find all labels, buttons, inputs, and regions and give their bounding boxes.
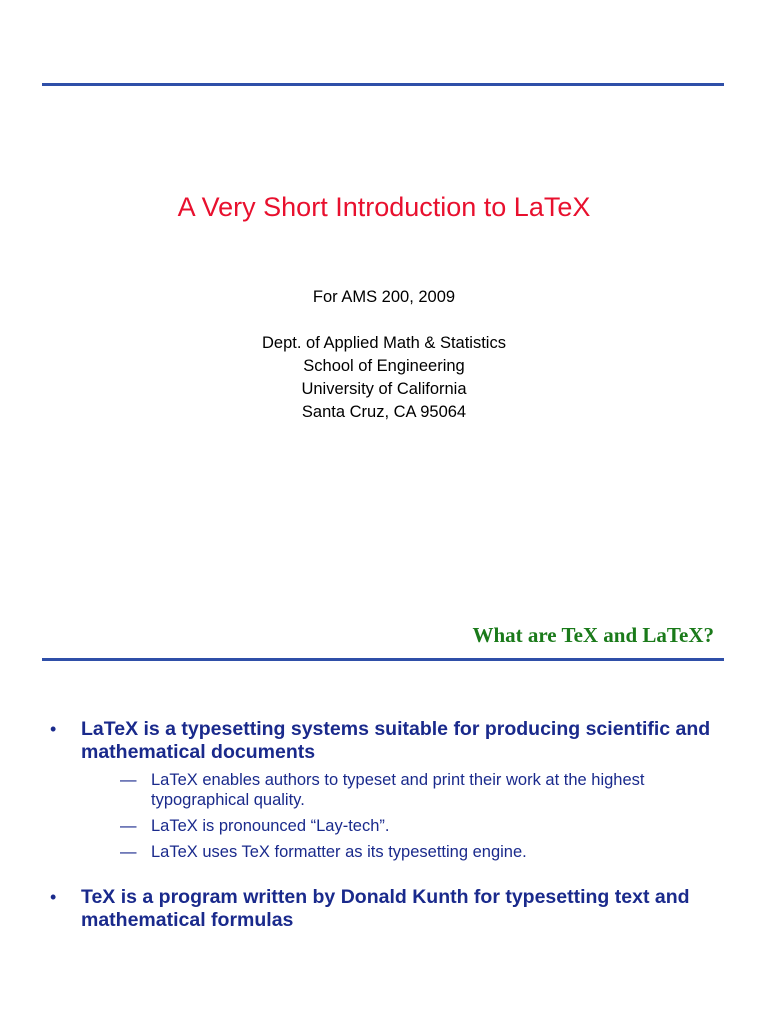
sub-item xyxy=(81,770,730,810)
affiliation-block xyxy=(0,332,768,424)
bullet-item xyxy=(50,718,730,862)
bullet-text: TeX is a program written by Donald Kunth for typesetting text and mathematical formulas xyxy=(81,886,690,931)
slide-title: A Very Short Introduction to LaTeX xyxy=(177,192,591,222)
bullet-item xyxy=(50,886,730,932)
sub-item xyxy=(81,842,730,862)
sub-text: LaTeX uses TeX formatter as its typesetting engine. xyxy=(151,843,527,861)
bullet-list xyxy=(50,718,730,932)
affiliation-line: Dept. of Applied Math & Statistics xyxy=(262,334,506,352)
dash-icon: — xyxy=(120,817,137,835)
affiliation-line: School of Engineering xyxy=(303,357,465,375)
bullet-dot-icon: • xyxy=(50,887,57,907)
top-rule xyxy=(42,83,724,86)
slide-subtitle: For AMS 200, 2009 xyxy=(312,288,456,306)
bullet-dot-icon: • xyxy=(50,719,57,739)
sub-text: LaTeX is pronounced “Lay-tech”. xyxy=(151,817,390,835)
content-slide xyxy=(0,512,768,1024)
sub-item xyxy=(81,816,730,836)
affiliation-line: Santa Cruz, CA 95064 xyxy=(301,403,467,421)
dash-icon: — xyxy=(120,843,137,861)
sub-text: LaTeX enables authors to typeset and print their work at the highest typographical quality. xyxy=(151,771,645,809)
bullet-spacer xyxy=(50,868,730,886)
section-rule xyxy=(42,658,724,661)
affiliation-line: University of California xyxy=(301,380,467,398)
bullet-text: LaTeX is a typesetting systems suitable for producing scientific and mathematical documents xyxy=(81,718,711,763)
section-title: What are TeX and LaTeX? xyxy=(472,623,714,647)
sub-list xyxy=(81,770,730,862)
dash-icon: — xyxy=(120,771,137,789)
